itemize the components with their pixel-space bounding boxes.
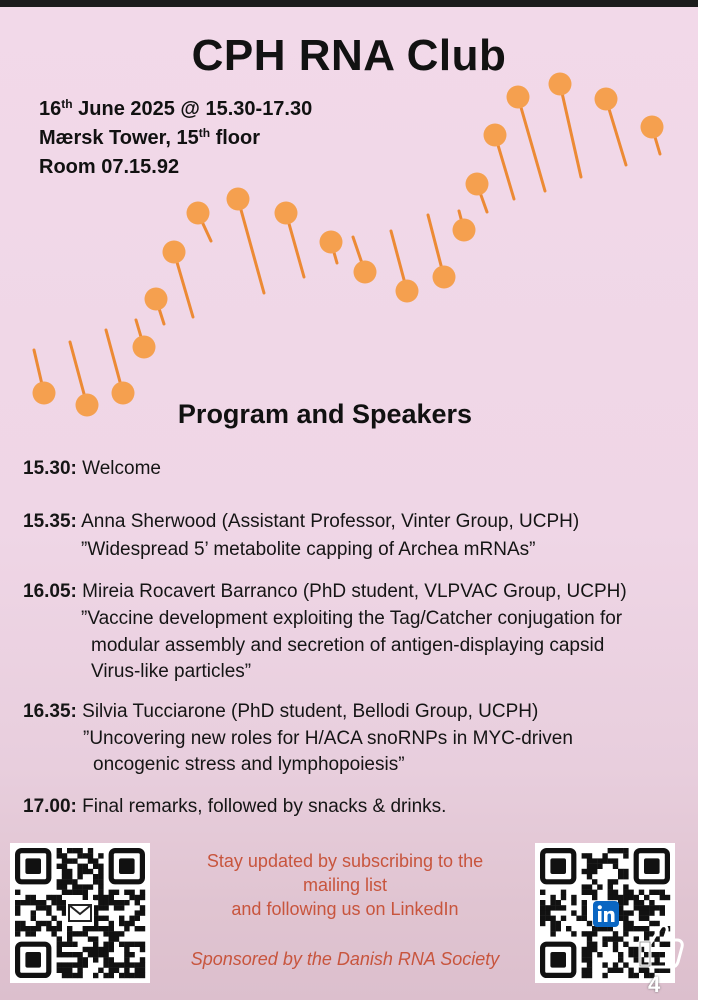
mailing-list-qr-code[interactable] [10, 843, 150, 983]
talk-title-1: ”Widespread 5’ metabolite capping of Archea mRNAs” [81, 539, 536, 560]
rna-nucleotide-pin [595, 88, 627, 166]
poster-title: CPH RNA Club [191, 31, 507, 80]
rna-nucleotide-pin [428, 215, 456, 289]
talk-title-2-line-2: modular assembly and secretion of antigen-displaying capsid [91, 635, 605, 656]
event-date: 16th June 2025 @ 15.30-17.30 [39, 97, 313, 120]
program-item-welcome: 15.30: Welcome [23, 458, 161, 479]
rna-nucleotide-pin [106, 330, 135, 405]
program-item-speaker-3: 16.35: Silvia Tucciarone (PhD student, Bellodi Group, UCPH) [23, 701, 539, 722]
rna-nucleotide-pin [320, 231, 343, 264]
rna-nucleotide-pin [549, 73, 582, 178]
rna-nucleotide-pin [353, 237, 377, 284]
program-item-closing: 17.00: Final remarks, followed by snacks & drinks. [23, 796, 447, 817]
mail-icon [66, 900, 94, 926]
linkedin-icon [593, 901, 619, 927]
event-location: Mærsk Tower, 15th floor [39, 126, 261, 149]
rna-nucleotide-pin [641, 116, 664, 155]
rna-nucleotide-pin [391, 231, 419, 303]
talk-title-3-line-2: oncogenic stress and lymphopoiesis” [93, 754, 405, 775]
rna-nucleotide-pin [187, 202, 212, 242]
talk-title-2-line-1: ”Vaccine development exploiting the Tag/Catcher conjugation for [81, 608, 623, 629]
rna-nucleotide-pin [145, 288, 168, 325]
top-bar [0, 0, 713, 7]
subscribe-info: Stay updated by subscribing to the mailing list and following us on LinkedIn [206, 851, 484, 919]
program-item-speaker-2: 16.05: Mireia Rocavert Barranco (PhD student, VLPVAC Group, UCPH) [23, 581, 627, 602]
poster [0, 7, 698, 1000]
thumbs-up-icon[interactable] [634, 912, 690, 976]
rna-nucleotide-pin [33, 350, 56, 405]
talk-title-2-line-3: Virus-like particles” [91, 661, 252, 682]
event-details [39, 95, 312, 182]
sponsor-text: Sponsored by the Danish RNA Society [190, 949, 500, 969]
rna-nucleotide-pin [466, 173, 489, 213]
program-heading: Program and Speakers [177, 399, 473, 429]
rna-nucleotide-pin [163, 241, 194, 318]
rna-nucleotide-pin [133, 320, 156, 359]
rna-nucleotide-pin [453, 211, 476, 242]
right-margin [698, 0, 713, 1000]
rna-nucleotide-pin [507, 86, 546, 192]
like-count: 4 [648, 972, 661, 997]
rna-nucleotide-pin [275, 202, 305, 278]
rna-nucleotide-pin [227, 188, 265, 294]
rna-nucleotide-pin [484, 124, 515, 200]
talk-title-3-line-1: ”Uncovering new roles for H/ACA snoRNPs in MYC-driven [83, 728, 573, 749]
program-item-speaker-1: 15.35: Anna Sherwood (Assistant Professor, Vinter Group, UCPH) [23, 511, 580, 532]
event-room: Room 07.15.92 [39, 156, 180, 178]
